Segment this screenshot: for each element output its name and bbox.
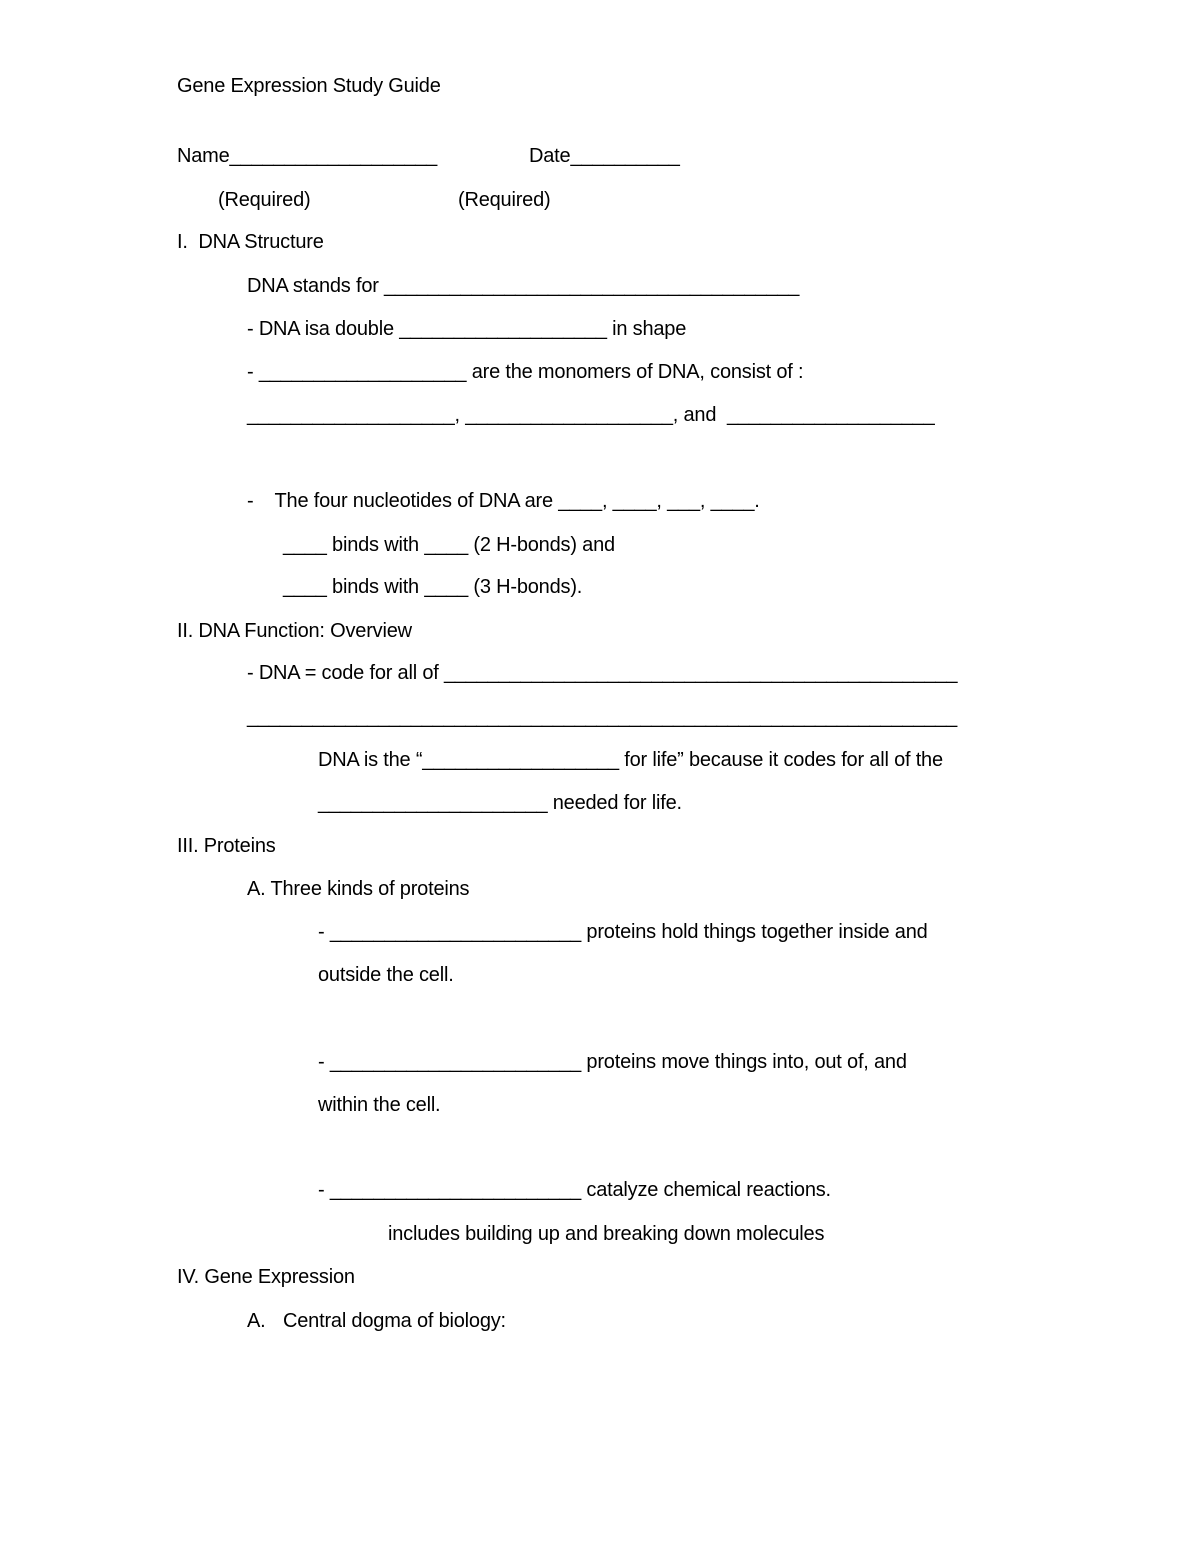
instructions-for-life-line: DNA is the “__________________ for life” because it codes for all of the [318,749,943,771]
enzymes-line: - _______________________ catalyze chemical reactions. [318,1179,831,1201]
base-pair-2-bonds-line: ____ binds with ____ (2 H-bonds) and [283,534,615,556]
answer-blank-line: _________________________________________________________________ [247,706,957,728]
base-pair-3-bonds-line: ____ binds with ____ (3 H-bonds). [283,576,583,598]
central-dogma-line: Central dogma of biology: [283,1310,506,1332]
double-shape-line: - DNA isa double ___________________ in shape [247,318,687,340]
central-dogma-marker: A. [247,1310,266,1332]
transport-proteins-continued: within the cell. [318,1094,441,1116]
date-field: Date__________ [529,145,680,167]
structural-proteins-continued: outside the cell. [318,964,454,986]
section-1-heading: I. DNA Structure [177,231,324,253]
monomers-line: - ___________________ are the monomers of DNA, consist of : [247,361,804,383]
section-3-heading: III. Proteins [177,835,276,857]
structural-proteins-line: - _______________________ proteins hold things together inside and [318,921,928,943]
dna-stands-for-line: DNA stands for ______________________________________ [247,275,800,297]
section-3-subheading: A. Three kinds of proteins [247,878,470,900]
name-field: Name___________________ [177,145,438,167]
code-for-all-line: - DNA = code for all of _______________________________________________ [247,662,958,684]
components-line: ___________________, ___________________, and ___________________ [247,404,935,426]
four-nucleotides-line: - The four nucleotides of DNA are ____, ____, ___, ____. [247,490,760,512]
name-required-note: (Required) [218,189,311,211]
section-4-heading: IV. Gene Expression [177,1266,355,1288]
section-2-heading: II. DNA Function: Overview [177,620,412,642]
enzymes-note: includes building up and breaking down molecules [388,1223,825,1245]
needed-for-life-line: _____________________ needed for life. [318,792,682,814]
date-required-note: (Required) [458,189,551,211]
transport-proteins-line: - _______________________ proteins move things into, out of, and [318,1051,907,1073]
document-title: Gene Expression Study Guide [177,75,441,97]
